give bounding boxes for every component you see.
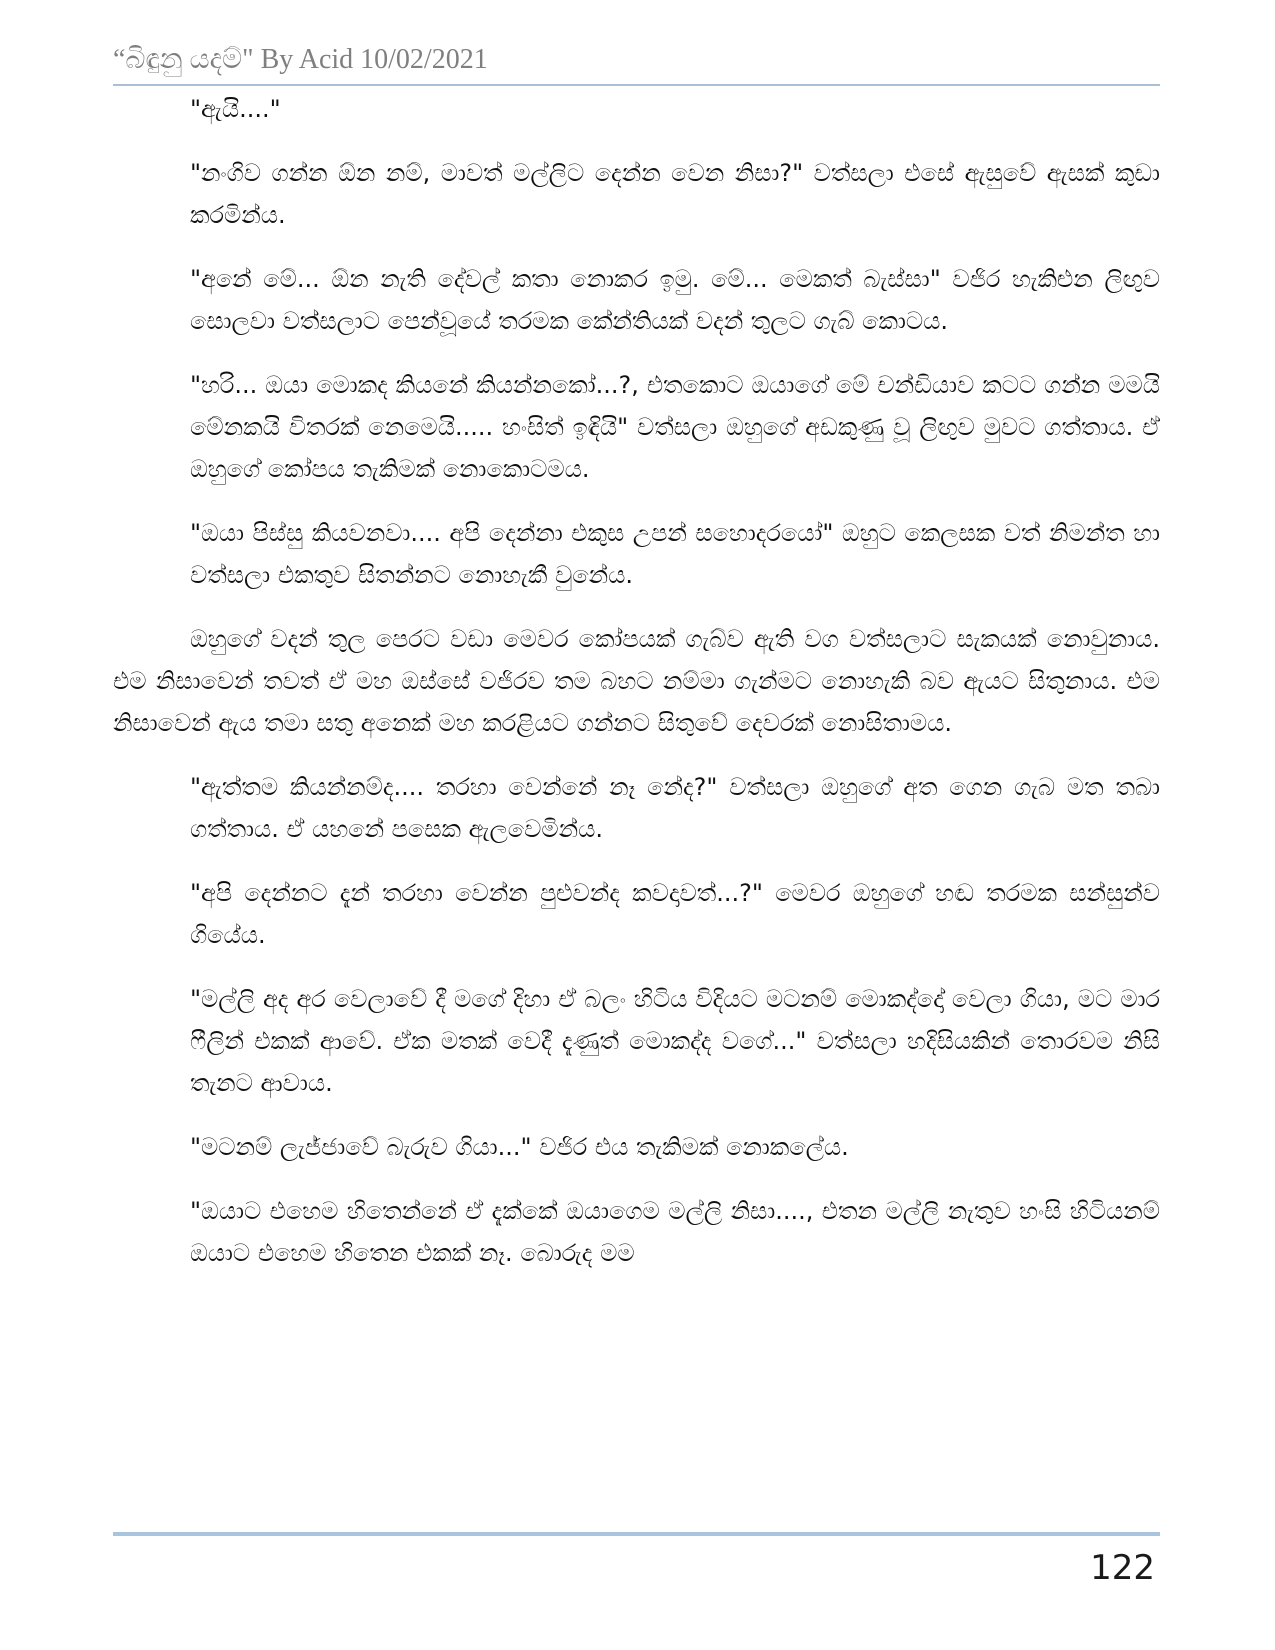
- paragraph: "අපි දෙන්නට දැන් තරහා වෙන්න පුළුවන්ද කවදාවත්...?" මෙවර ඔහුගේ හඬ තරමක සන්සුන්ව ගියේය.: [190, 879, 1160, 949]
- paragraph: ඔහුගේ වදන් තුල පෙරට වඩා මෙවර කෝපයක් ගැබ්ව ඇති වග වත්සලාට සැකයක් නොවුනාය. එම නිසාවෙන් තවත් ඒ මහ ඔස්සේ වජිරව තම බහට නම්මා ගැන්මට නොහැකි බව ඇයට සිතුනාය. එම නිසාවෙන් ඇය තමා සතු අනෙක් මහ කරළියට ගන්නට සිතුවේ දෙවරක් නොසිතාමය.: [113, 625, 1160, 737]
- paragraph: "මටනම් ලැජ්ජාවේ බැරුව ගියා..." වජිර එය තැකිමක් නොකලේය.: [190, 1133, 849, 1161]
- paragraph: "නංගිව ගන්න ඕන නම්, මාවත් මල්ලිට දෙන්න වෙන නිසා?" වත්සලා එසේ ඇසුවේ ඇසක් කුඩා කරමින්ය.: [190, 159, 1160, 229]
- paragraph: "ඔයාට එහෙම හිතෙන්නේ ඒ දැක්කේ ඔයාගෙම මල්ලි නිසා...., එතන මල්ලි නැතුව හංසි හිටියනම් ඔයාට එහෙම හිතෙන එකක් නෑ. බොරුද මම: [190, 1197, 1160, 1267]
- paragraph: "ඔයා පිස්සු කියවනවා.... අපි දෙන්නා එකුස උපන් සහොදරයෝ" ඔහුට කෙලසක වත් නිමන්ත හා වත්සලා එකතුව සිතන්නට නොහැකී වුනේය.: [190, 519, 1160, 589]
- page-body: [113, 88, 1160, 1296]
- page-number: 122: [1090, 1548, 1155, 1588]
- paragraph: "හරි... ඔයා මොකද කියනේ කියන්නකෝ...?, එතකොට ඔයාගේ මේ චන්ඩියාව කටට ගන්න මමයි මේනකයි විතරක් නෙමෙයි..... හංසිත් ඉඳියි" වත්සලා ඔහුගේ අඩකුණු වූ ලිඟුව මුවට ගත්තාය. ඒ ඔහුගේ කෝපය තැකිමක් නොකොටමය.: [190, 371, 1160, 483]
- running-header: “බිඳුනු යදම්" By Acid 10/02/2021: [113, 44, 488, 75]
- paragraph: "මල්ලි අද අර වෙලාවේ දී මගේ දිහා ඒ බලං හිටිය විදියට මටනම් මොකද්දෝ වෙලා ගියා, මට මාර ෆීලින් එකක් ආවේ. ඒක මතක් වෙදී දැණුත් මොකද්ද වගේ..." වත්සලා හදිසියකින් තොරවම නිසි තැනට ආවාය.: [190, 985, 1160, 1097]
- paragraph: "ඇත්තම කියන්නම්ද.... තරහා වෙන්නේ නෑ නේද?" වත්සලා ඔහුගේ අත ගෙන ගැබ මත තබා ගත්තාය. ඒ යහනේ පසෙක ඇලවෙමින්ය.: [190, 773, 1160, 843]
- header-divider: [113, 84, 1160, 86]
- paragraph: "ඇයි....": [190, 95, 281, 123]
- paragraph: "අනේ මේ... ඕන නැති දේවල් කතා නොකර ඉමු. මේ... මෙකත් බැස්සා" වජිර හැකිළුන ලිඟුව සොලවා වත්සලාට පෙන්වූයේ තරමක කේන්තියක් වදන් තුලට ගැබ් කොටය.: [190, 265, 1160, 335]
- footer-divider: [113, 1532, 1160, 1536]
